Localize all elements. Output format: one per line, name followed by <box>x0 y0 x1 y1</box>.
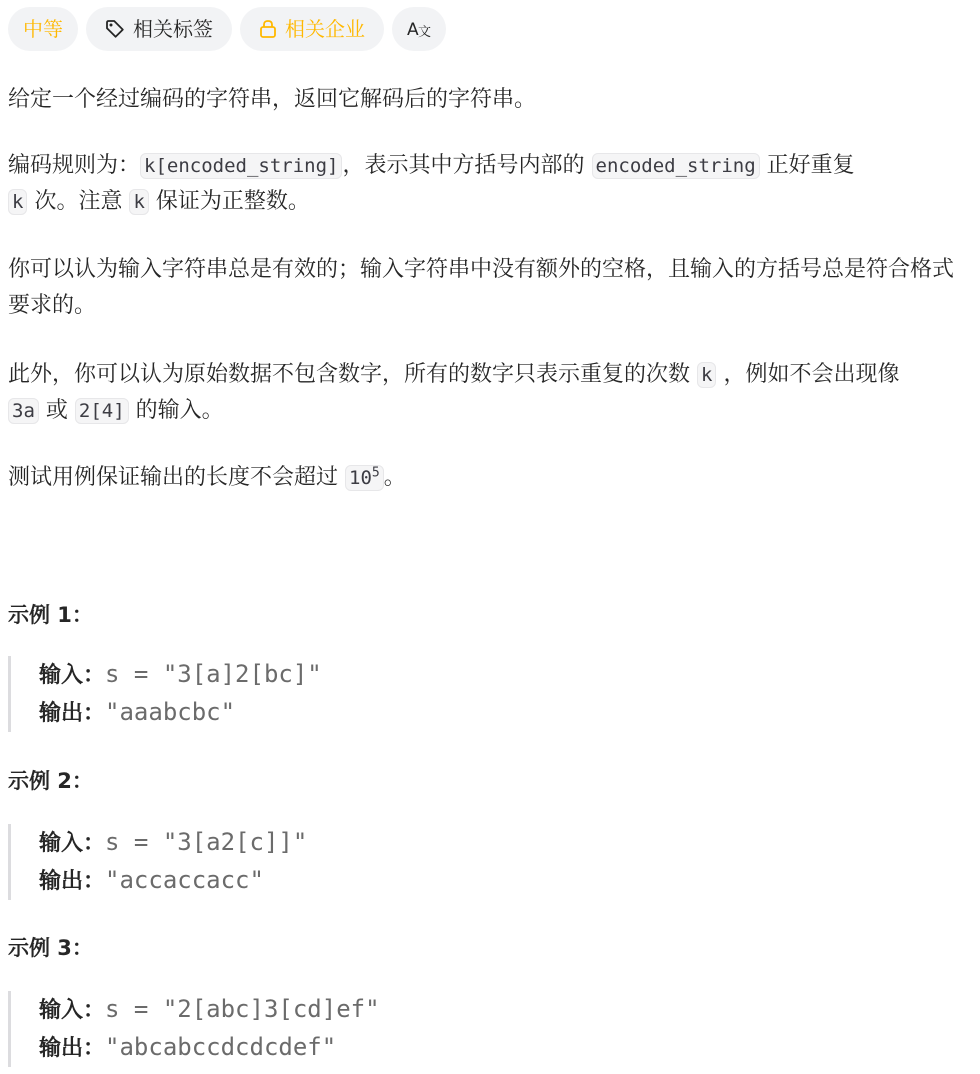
inline-code: k <box>129 189 148 215</box>
related-topics-label: 相关标签 <box>133 17 213 41</box>
example-1-title: 示例 1： <box>8 603 93 627</box>
inline-code: encoded_string <box>592 153 760 179</box>
related-companies-label: 相关企业 <box>285 17 365 41</box>
inline-code: k <box>8 189 27 215</box>
svg-text:A: A <box>407 19 419 39</box>
inline-code: 2[4] <box>75 398 129 424</box>
lock-icon <box>259 19 277 39</box>
example-1-block <box>8 656 908 732</box>
inline-code: k <box>697 362 716 388</box>
desc-paragraph-1: 给定一个经过编码的字符串，返回它解码后的字符串。 <box>8 87 537 112</box>
example-3-block <box>8 991 908 1067</box>
translate-icon <box>406 17 432 42</box>
translate-button[interactable] <box>392 7 446 51</box>
desc-paragraph-3: 你可以认为输入字符串总是有效的；输入字符串中没有额外的空格，且输入的方括号总是符合格式要求的。 <box>8 257 955 318</box>
inline-code: k[encoded_string] <box>140 153 342 179</box>
related-companies-button[interactable] <box>240 7 384 51</box>
tag-icon <box>105 19 125 39</box>
example-2-block <box>8 824 908 900</box>
inline-code: 3a <box>8 398 39 424</box>
example-1-input: 输入：s = "3[a]2[bc]" <box>39 660 322 688</box>
desc-paragraph-4: 此外，你可以认为原始数据不包含数字，所有的数字只表示重复的次数 k ，例如不会出现像 3a 或 2[4] 的输入。 <box>8 362 900 423</box>
desc-paragraph-2: 编码规则为： k[encoded_string] ，表示其中方括号内部的 encoded_string 正好重复 k 次。注意 k 保证为正整数。 <box>8 153 855 214</box>
difficulty-badge[interactable] <box>8 7 78 51</box>
example-1-output: 输出："aaabcbc" <box>39 698 236 726</box>
example-2-output: 输出："accaccacc" <box>39 866 264 894</box>
example-2-input: 输入：s = "3[a2[c]]" <box>39 828 308 856</box>
inline-code: $10^5$ <box>345 465 384 491</box>
example-3-output: 输出："abcabccdcdcdef" <box>39 1033 337 1061</box>
tag-row <box>8 7 446 51</box>
example-2-title: 示例 2： <box>8 769 93 793</box>
example-3-input: 输入：s = "2[abc]3[cd]ef" <box>39 995 380 1023</box>
desc-paragraph-5: 测试用例保证输出的长度不会超过 $10^5$ 。 <box>8 465 406 490</box>
example-3-title: 示例 3： <box>8 936 93 960</box>
svg-text:文: 文 <box>418 24 432 39</box>
difficulty-label: 中等 <box>23 17 63 41</box>
related-topics-button[interactable] <box>86 7 232 51</box>
